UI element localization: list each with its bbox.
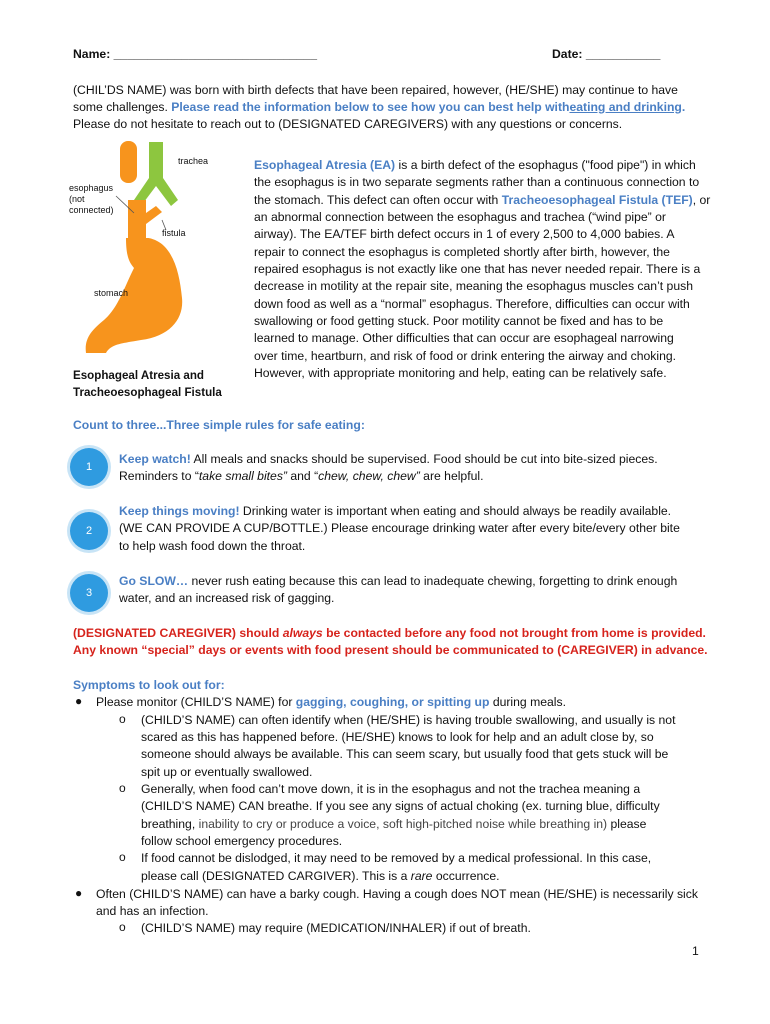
page-number: 1 [692,944,699,958]
bullet-icon: ● [75,886,83,900]
ea-tef-figure [66,138,246,360]
rule-2-lead: Keep things moving! [119,504,240,518]
date-field-label: Date: ___________ [552,47,661,61]
caregiver-warning-line-1: (DESIGNATED CAREGIVER) should always be contacted before any food not brought from home is provided. [73,626,706,640]
ea-tef-diagram [66,138,246,360]
intro-line-1: (CHIL’DS NAME) was born with birth defects that have been repaired, however, (HE/SHE) may continue to have [73,83,678,97]
trachea-shape [134,142,178,206]
fistula-label: fistula [162,228,186,238]
sub-bullet-icon: o [119,781,126,795]
sub-bullet-icon: o [119,712,126,726]
figure-caption-line-1: Esophageal Atresia and [73,369,205,382]
eating-drinking-highlight: eating and drinking [569,100,682,114]
intro-line-3: Please do not hesitate to reach out to (DESIGNATED CAREGIVERS) with any questions or concerns. [73,117,623,131]
rule-3-lead: Go SLOW… [119,574,189,588]
upper-esophagus-shape [120,141,137,183]
lower-esophagus-shape [128,200,162,243]
tef-term: Tracheoesophageal Fistula (TEF) [501,193,693,207]
rule-1-lead: Keep watch! [119,452,191,466]
esophagus-label: esophagus [69,183,114,193]
sub-bullet-icon: o [119,920,126,934]
rule-1-badge: 1 [70,448,108,486]
not-label: (not [69,194,85,204]
connected-label: connected) [69,205,114,215]
rule-2-badge: 2 [70,512,108,550]
ea-term: Esophageal Atresia (EA) [254,158,396,172]
document-page: Name: ______________________________ Date: ___________ (CHIL’DS NAME) was born with birth defects that have been repaired, however, (HE/SHE) may continue to have some challenges. Please read the information below to see how you can best help witheating and drinking. Please do not hesitate to reach out to (DESIGNATED CAREGIVERS) with any questions or concerns. trachea esophagus (not connected) fistula stomach Esophageal Atresia and Tracheoesophageal Fistula Esophageal Atresia (EA) is a birth defect of the esophagus ("food pipe") in which the esophagus is in two separate segments rather than a continuous connection to the stomach. This defect can often occur with Tracheoesophageal Fistula (TEF), or an abnormal connection between the esophagus and trachea (“wind pipe” or airway). The EA/TEF birth defect occurs in 1 of every 2,500 to 4,000 babies. A repair to connect the esophagus is completed shortly after birth, however, the repaired esophagus is not exactly like one that has never needed repair. There is a decrease in motility at the repair site, meaning the esophagus muscles can’t push down food as well as a “normal” esophagus. Therefore, difficulties can occur with swallowing or food getting stuck. Poor motility cannot be fixed and has to be learned to manage. Other difficulties that can occur are esophageal narrowing over time, heartburn, and risk of food or drink entering the airway and choking. However, with appropriate monitoring and help, eating can be relatively safe. Count to three...Three simple rules for safe eating: 1 Keep watch! All meals and snacks should be supervised. Food should be cut into bite-sized pieces. Reminders to “take small bites” and “chew, chew, chew” are helpful. 2 Keep things moving! Drinking water is important when eating and should always be readily available. (WE CAN PROVIDE A CUP/BOTTLE.) Please encourage drinking water after every bite/every other bite to help wash food down the throat. 3 Go SLOW… never rush eating because this can lead to inadequate chewing, forgetting to drink enough water, and an increased risk of gagging. (DESIGNATED CAREGIVER) should always be contacted before any food not brought from home is provided. Any known “special” days or events with food present should be communicated to (CAREGIVER) in advance. Symptoms to look out for: ● Please monitor (CHILD’S NAME) for gagging, coughing, or spitting up during meals. o (CHILD’S NAME) can often identify when (HE/SHE) is having trouble swallowing, and usually is not scared as this has happened before. (HE/SHE) knows to look for help and an adult close by, so someone should always be available. This can seem scary, but usually food that gets stuck will be spit up or eventually swallowed. o Generally, when food can’t move down, it is in the esophagus and not the trachea meaning a (CHILD’S NAME) CAN breathe. If you see any signs of actual choking (ex. turning blue, difficulty breathing, inability to cry or produce a voice, soft high-pitched noise while breathing in) please follow school emergency procedures. o If food cannot be dislodged, it may need to be removed by a medical professional. In this case, please call (DESIGNATED CARGIVER). This is a rare occurrence. ● Often (CHILD’S NAME) can have a barky cough. Having a cough does NOT mean (HE/SHE) is necessarily sick and has an infection. o (CHILD’S NAME) may require (MEDICATION/INHALER) if out of breath. 1 [0,0,770,1024]
trachea-label: trachea [178,156,209,166]
bullet-icon: ● [75,694,83,708]
intro-line-2: some challenges. Please read the information below to see how you can best help witheating and drinking. [73,100,686,114]
name-field-label: Name: ______________________________ [73,47,317,61]
rule-3-badge: 3 [70,574,108,612]
caregiver-warning-line-2: Any known “special” days or events with food present should be communicated to (CAREGIVER) in advance. [73,643,708,657]
rules-heading: Count to three...Three simple rules for safe eating: [73,418,365,432]
symptoms-heading: Symptoms to look out for: [73,678,225,692]
figure-caption-line-2: Tracheoesophageal Fistula [73,386,222,399]
sub-bullet-icon: o [119,850,126,864]
stomach-label: stomach [94,288,129,298]
